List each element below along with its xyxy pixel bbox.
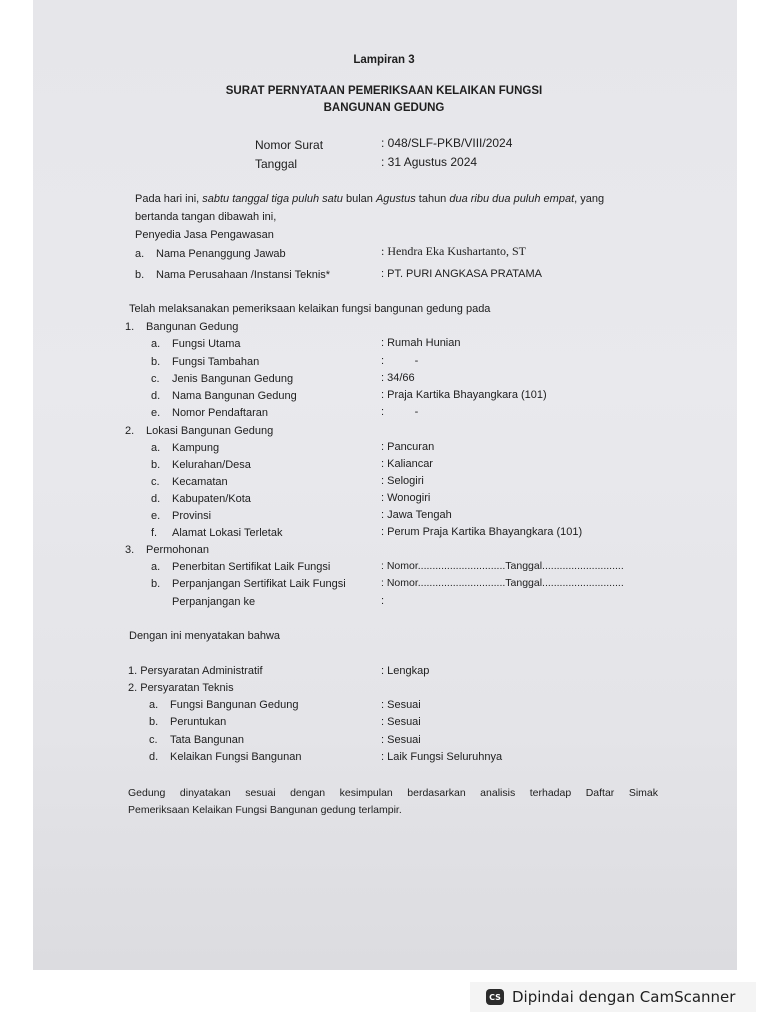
item-value: : -: [381, 355, 419, 367]
item-letter: e.: [151, 407, 161, 419]
section-title: Lokasi Bangunan Gedung: [146, 425, 274, 437]
persyaratan-administratif-value: : Lengkap: [381, 665, 430, 677]
item-letter: c.: [149, 734, 158, 746]
intro-line1: Pada hari ini, sabtu tanggal tiga puluh satu bulan Agustus tahun dua ribu dua puluh empat, yang: [135, 193, 605, 205]
section-number: 1.: [125, 321, 135, 333]
closing-line2: Pemeriksaan Kelaikan Fungsi Bangunan gedung terlampir.: [128, 804, 402, 816]
item-label: Fungsi Utama: [172, 338, 241, 350]
item-label: Provinsi: [172, 510, 212, 522]
penyedia-label: Nama Penanggung Jawab: [156, 248, 286, 260]
intro-line2: bertanda tangan dibawah ini,: [135, 211, 277, 223]
item-value: : Sesuai: [381, 734, 421, 746]
item-value: : Praja Kartika Bhayangkara (101): [381, 389, 547, 401]
penyedia-letter: b.: [135, 269, 145, 281]
item-value: : Sesuai: [381, 699, 421, 711]
document-title-line2: BANGUNAN GEDUNG: [323, 102, 445, 114]
persyaratan-administratif-label: 1. Persyaratan Administratif: [128, 665, 263, 677]
nomor-surat-label: Nomor Surat: [255, 138, 324, 152]
item-label: Kelaikan Fungsi Bangunan: [170, 751, 302, 763]
item-value: : Kaliancar: [381, 458, 433, 470]
penyedia-value: : PT. PURI ANGKASA PRATAMA: [381, 268, 542, 280]
item-value: : Rumah Hunian: [381, 337, 461, 349]
item-label: Tata Bangunan: [170, 734, 245, 746]
item-value: : Laik Fungsi Seluruhnya: [381, 751, 503, 763]
item-label: Peruntukan: [170, 716, 227, 728]
item-value: : -: [381, 406, 419, 418]
item-label: Penerbitan Sertifikat Laik Fungsi: [172, 561, 331, 573]
item-label: Nama Bangunan Gedung: [172, 390, 297, 402]
item-label: Fungsi Tambahan: [172, 356, 260, 368]
item-letter: d.: [149, 751, 159, 763]
item-value: : Nomor..............................Tanggal............................: [381, 560, 624, 572]
item-letter: d.: [151, 493, 161, 505]
item-value: : Nomor..............................Tanggal............................: [381, 577, 624, 589]
lampiran-label: Lampiran 3: [353, 54, 415, 66]
section-number: 2.: [125, 425, 135, 437]
dengan-paragraph: Dengan ini menyatakan bahwa: [129, 630, 281, 642]
telah-paragraph: Telah melaksanakan pemeriksaan kelaikan fungsi bangunan gedung pada: [129, 303, 491, 315]
persyaratan-teknis-title: 2. Persyaratan Teknis: [128, 682, 234, 694]
item-letter: c.: [151, 476, 160, 488]
item-label: Alamat Lokasi Terletak: [172, 527, 283, 539]
item-label: Perpanjangan Sertifikat Laik Fungsi: [172, 578, 346, 590]
item-letter: a.: [151, 442, 161, 454]
item-value: : Jawa Tengah: [381, 509, 452, 521]
item-value: : Perum Praja Kartika Bhayangkara (101): [381, 526, 583, 538]
item-label: Perpanjangan ke: [172, 596, 256, 608]
camscanner-label: Dipindai dengan CamScanner: [512, 988, 736, 1006]
item-label: Fungsi Bangunan Gedung: [170, 699, 299, 711]
section-number: 3.: [125, 544, 135, 556]
item-letter: f.: [151, 527, 158, 539]
tanggal-label: Tanggal: [255, 157, 298, 171]
item-letter: b.: [151, 356, 161, 368]
item-label: Nomor Pendaftaran: [172, 407, 268, 419]
penyedia-value: : Hendra Eka Kushartanto, ST: [381, 244, 526, 258]
penyedia-letter: a.: [135, 248, 145, 260]
document-title-line1: SURAT PERNYATAAN PEMERIKSAAN KELAIKAN FUNGSI: [225, 85, 543, 97]
item-letter: b.: [151, 459, 161, 471]
section-title: Bangunan Gedung: [146, 321, 239, 333]
item-letter: b.: [151, 578, 161, 590]
item-label: Kelurahan/Desa: [172, 459, 251, 471]
intro-line3: Penyedia Jasa Pengawasan: [135, 229, 274, 241]
nomor-surat-value: : 048/SLF-PKB/VIII/2024: [381, 136, 513, 150]
item-label: Kampung: [172, 442, 220, 454]
item-value: :: [381, 595, 385, 607]
item-letter: d.: [151, 390, 161, 402]
item-label: Kecamatan: [172, 476, 228, 488]
item-value: : 34/66: [381, 372, 415, 384]
penyedia-label: Nama Perusahaan /Instansi Teknis*: [156, 269, 331, 281]
item-letter: a.: [151, 338, 161, 350]
item-letter: c.: [151, 373, 160, 385]
section-title: Permohonan: [146, 544, 209, 556]
item-value: : Sesuai: [381, 716, 421, 728]
item-letter: a.: [151, 561, 161, 573]
item-label: Jenis Bangunan Gedung: [172, 373, 294, 385]
item-label: Kabupaten/Kota: [172, 493, 251, 505]
item-letter: e.: [151, 510, 161, 522]
item-letter: a.: [149, 699, 159, 711]
item-value: : Wonogiri: [381, 492, 431, 504]
tanggal-value: : 31 Agustus 2024: [381, 155, 478, 169]
item-value: : Pancuran: [381, 441, 435, 453]
camscanner-logo: CS: [486, 989, 504, 1005]
closing-line1: Gedung dinyatakan sesuai dengan kesimpulan berdasarkan analisis terhadap Daftar Simak: [128, 787, 658, 799]
item-value: : Selogiri: [381, 475, 424, 487]
item-letter: b.: [149, 716, 159, 728]
camscanner-footer: [470, 982, 756, 1012]
